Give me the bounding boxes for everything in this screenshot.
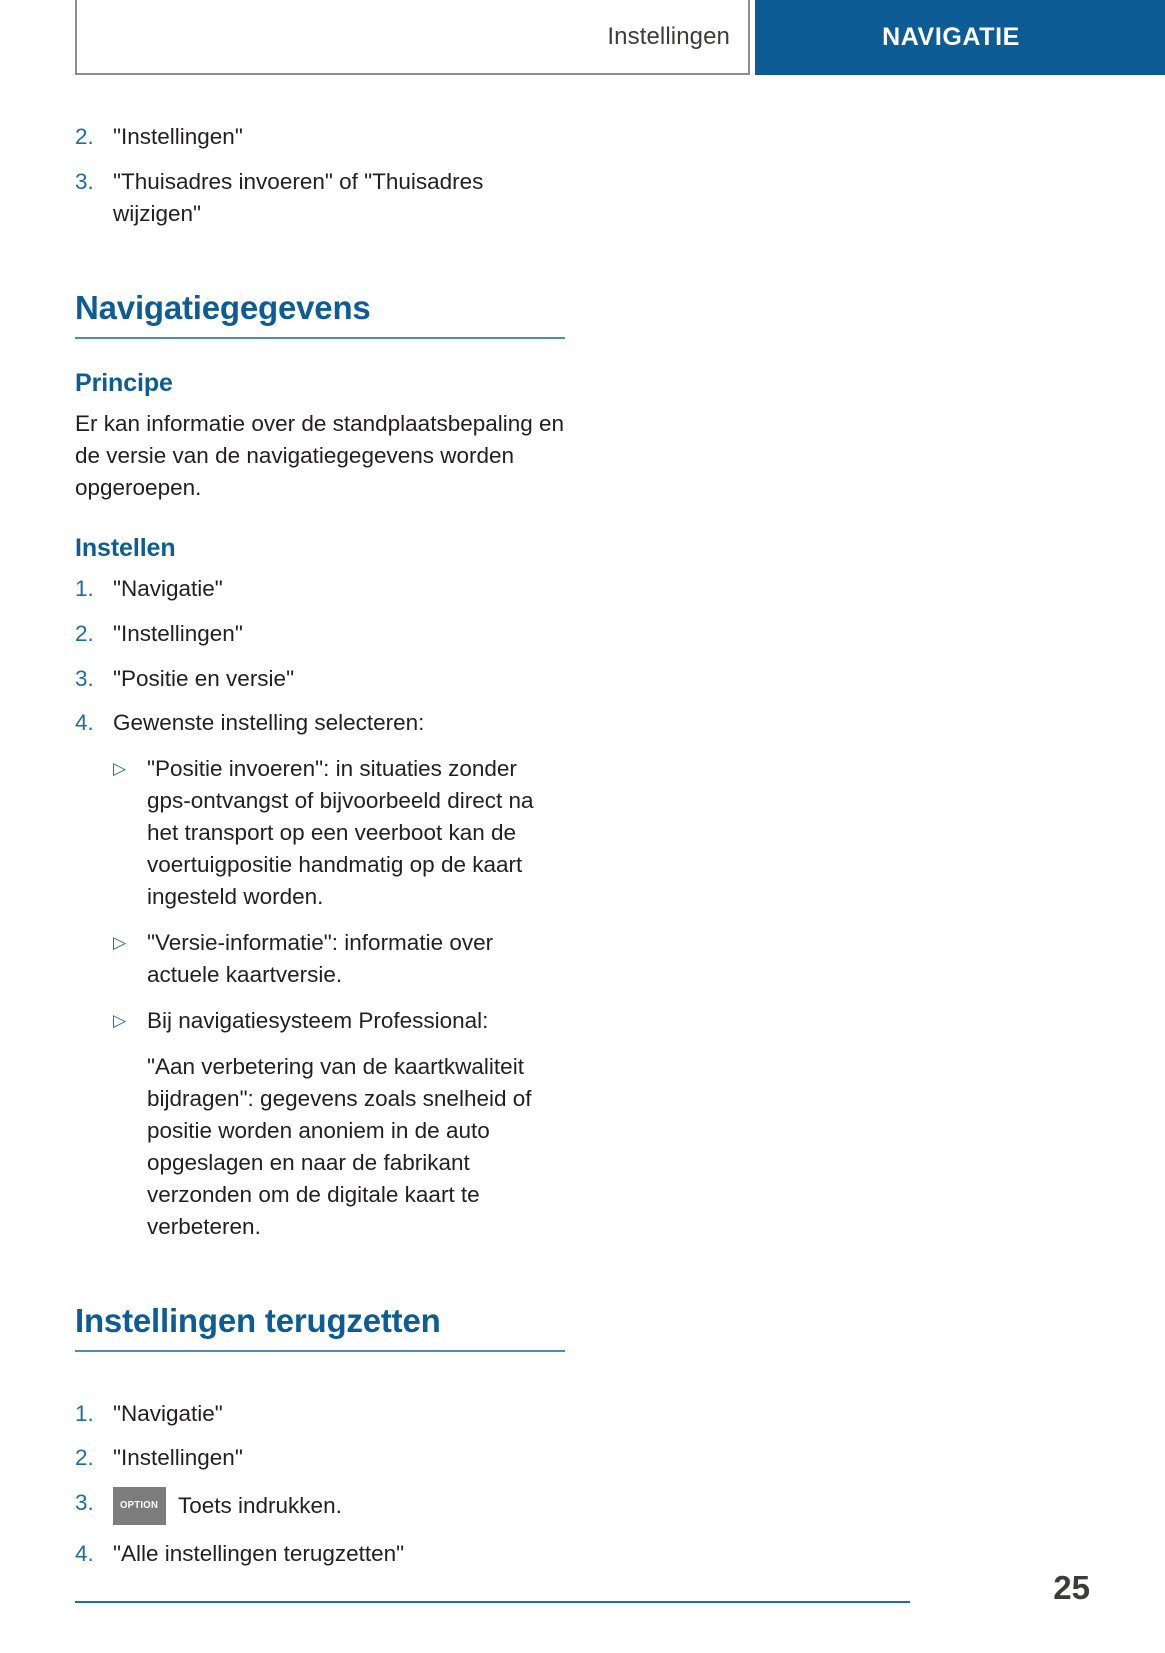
principe-paragraph: Er kan informatie over de standplaatsbepaling en de versie van de navigatiegegevens worden opgeroepen. [75, 410, 565, 500]
section-title-navigatiegegevens: Navigatiegegevens [75, 289, 565, 339]
bullet-text: "Positie invoeren": in situaties zonder gps-ontvangst of bijvoorbeeld direct na het transport op een veerboot kan de voertuigpositie handmatig op de kaart ingesteld worden. [147, 756, 534, 910]
chapter-banner [755, 0, 1165, 75]
list-item-text: "Instellingen" [113, 124, 243, 149]
list-item [75, 1487, 565, 1525]
triangle-bullet-icon: ▷ [113, 933, 127, 953]
spacer-after-section-title-2 [75, 1352, 565, 1398]
list-item [75, 1398, 565, 1430]
spacer-before-instellen [75, 504, 565, 534]
terugzetten-steps-list [75, 1398, 565, 1571]
list-item [75, 707, 565, 1242]
list-number: 2. [75, 124, 94, 149]
top-continuation-list [75, 121, 565, 230]
spacer-after-principe-heading [75, 398, 565, 408]
list-item [75, 618, 565, 650]
list-number: 3. [75, 1490, 94, 1516]
list-item [75, 573, 565, 605]
page-content [75, 75, 565, 1583]
instellen-options-bullets [113, 753, 565, 1037]
list-item-text: "Navigatie" [113, 1400, 223, 1426]
list-item-text: "Positie en versie" [113, 665, 295, 691]
header-left-spacer [0, 0, 75, 75]
page-header [0, 0, 1165, 75]
bullet-followup-paragraph: "Aan verbetering van de kaartkwaliteit bijdragen": gegevens zoals snelheid of positie worden anoniem in de auto opgeslagen en naar de fabrikant verzonden om de digitale kaart te verbeteren. [147, 1053, 532, 1239]
chapter-banner-label: NAVIGATIE [882, 23, 1020, 51]
list-item-text: Toets indrukken. [178, 1493, 342, 1519]
breadcrumb-box [75, 0, 750, 75]
triangle-bullet-icon: ▷ [113, 759, 127, 779]
list-item [75, 663, 565, 695]
triangle-bullet-icon: ▷ [113, 1010, 127, 1030]
subsection-heading-principe: Principe [75, 368, 173, 397]
list-item [113, 927, 565, 991]
list-item-text: "Navigatie" [113, 575, 223, 601]
spacer-after-section-title-1 [75, 339, 565, 369]
list-number: 2. [75, 1445, 94, 1471]
list-item-text: "Instellingen" [113, 620, 243, 646]
list-item [75, 166, 565, 230]
list-item [75, 121, 565, 153]
list-item-text: "Instellingen" [113, 1445, 243, 1471]
subsection-heading-instellen: Instellen [75, 533, 176, 562]
bullet-text: "Versie-informatie": informatie over actuele kaartversie. [147, 930, 494, 987]
spacer-before-section-2 [75, 1256, 565, 1302]
footer-divider [75, 1601, 910, 1603]
list-number: 4. [75, 710, 94, 736]
spacer-top [75, 75, 565, 121]
list-number: 2. [75, 620, 94, 646]
breadcrumb: Instellingen [607, 22, 730, 50]
page-number: 25 [1053, 1569, 1090, 1606]
bullet-text: Bij navigatiesysteem Professional: [147, 1007, 489, 1033]
option-key-label: OPTION [120, 1500, 159, 1512]
list-item-text: "Alle instellingen terugzetten" [113, 1541, 405, 1567]
list-item [75, 1442, 565, 1474]
list-item-text: Gewenste instelling selecteren: [113, 710, 425, 736]
list-number: 3. [75, 168, 94, 194]
list-item [113, 753, 565, 913]
list-item-text: "Thuisadres invoeren" of "Thuisadres wijzigen" [113, 168, 484, 226]
page-footer [0, 1557, 1165, 1653]
option-key-icon [113, 1487, 166, 1525]
spacer-after-instellen-heading [75, 563, 565, 573]
list-number: 1. [75, 1400, 94, 1426]
list-number: 1. [75, 575, 94, 601]
instellen-steps-list [75, 573, 565, 1243]
list-number: 3. [75, 665, 94, 691]
spacer-before-section-1 [75, 243, 565, 289]
list-item [113, 1005, 565, 1037]
section-title-instellingen-terugzetten: Instellingen terugzetten [75, 1302, 565, 1352]
list-number: 4. [75, 1541, 94, 1567]
